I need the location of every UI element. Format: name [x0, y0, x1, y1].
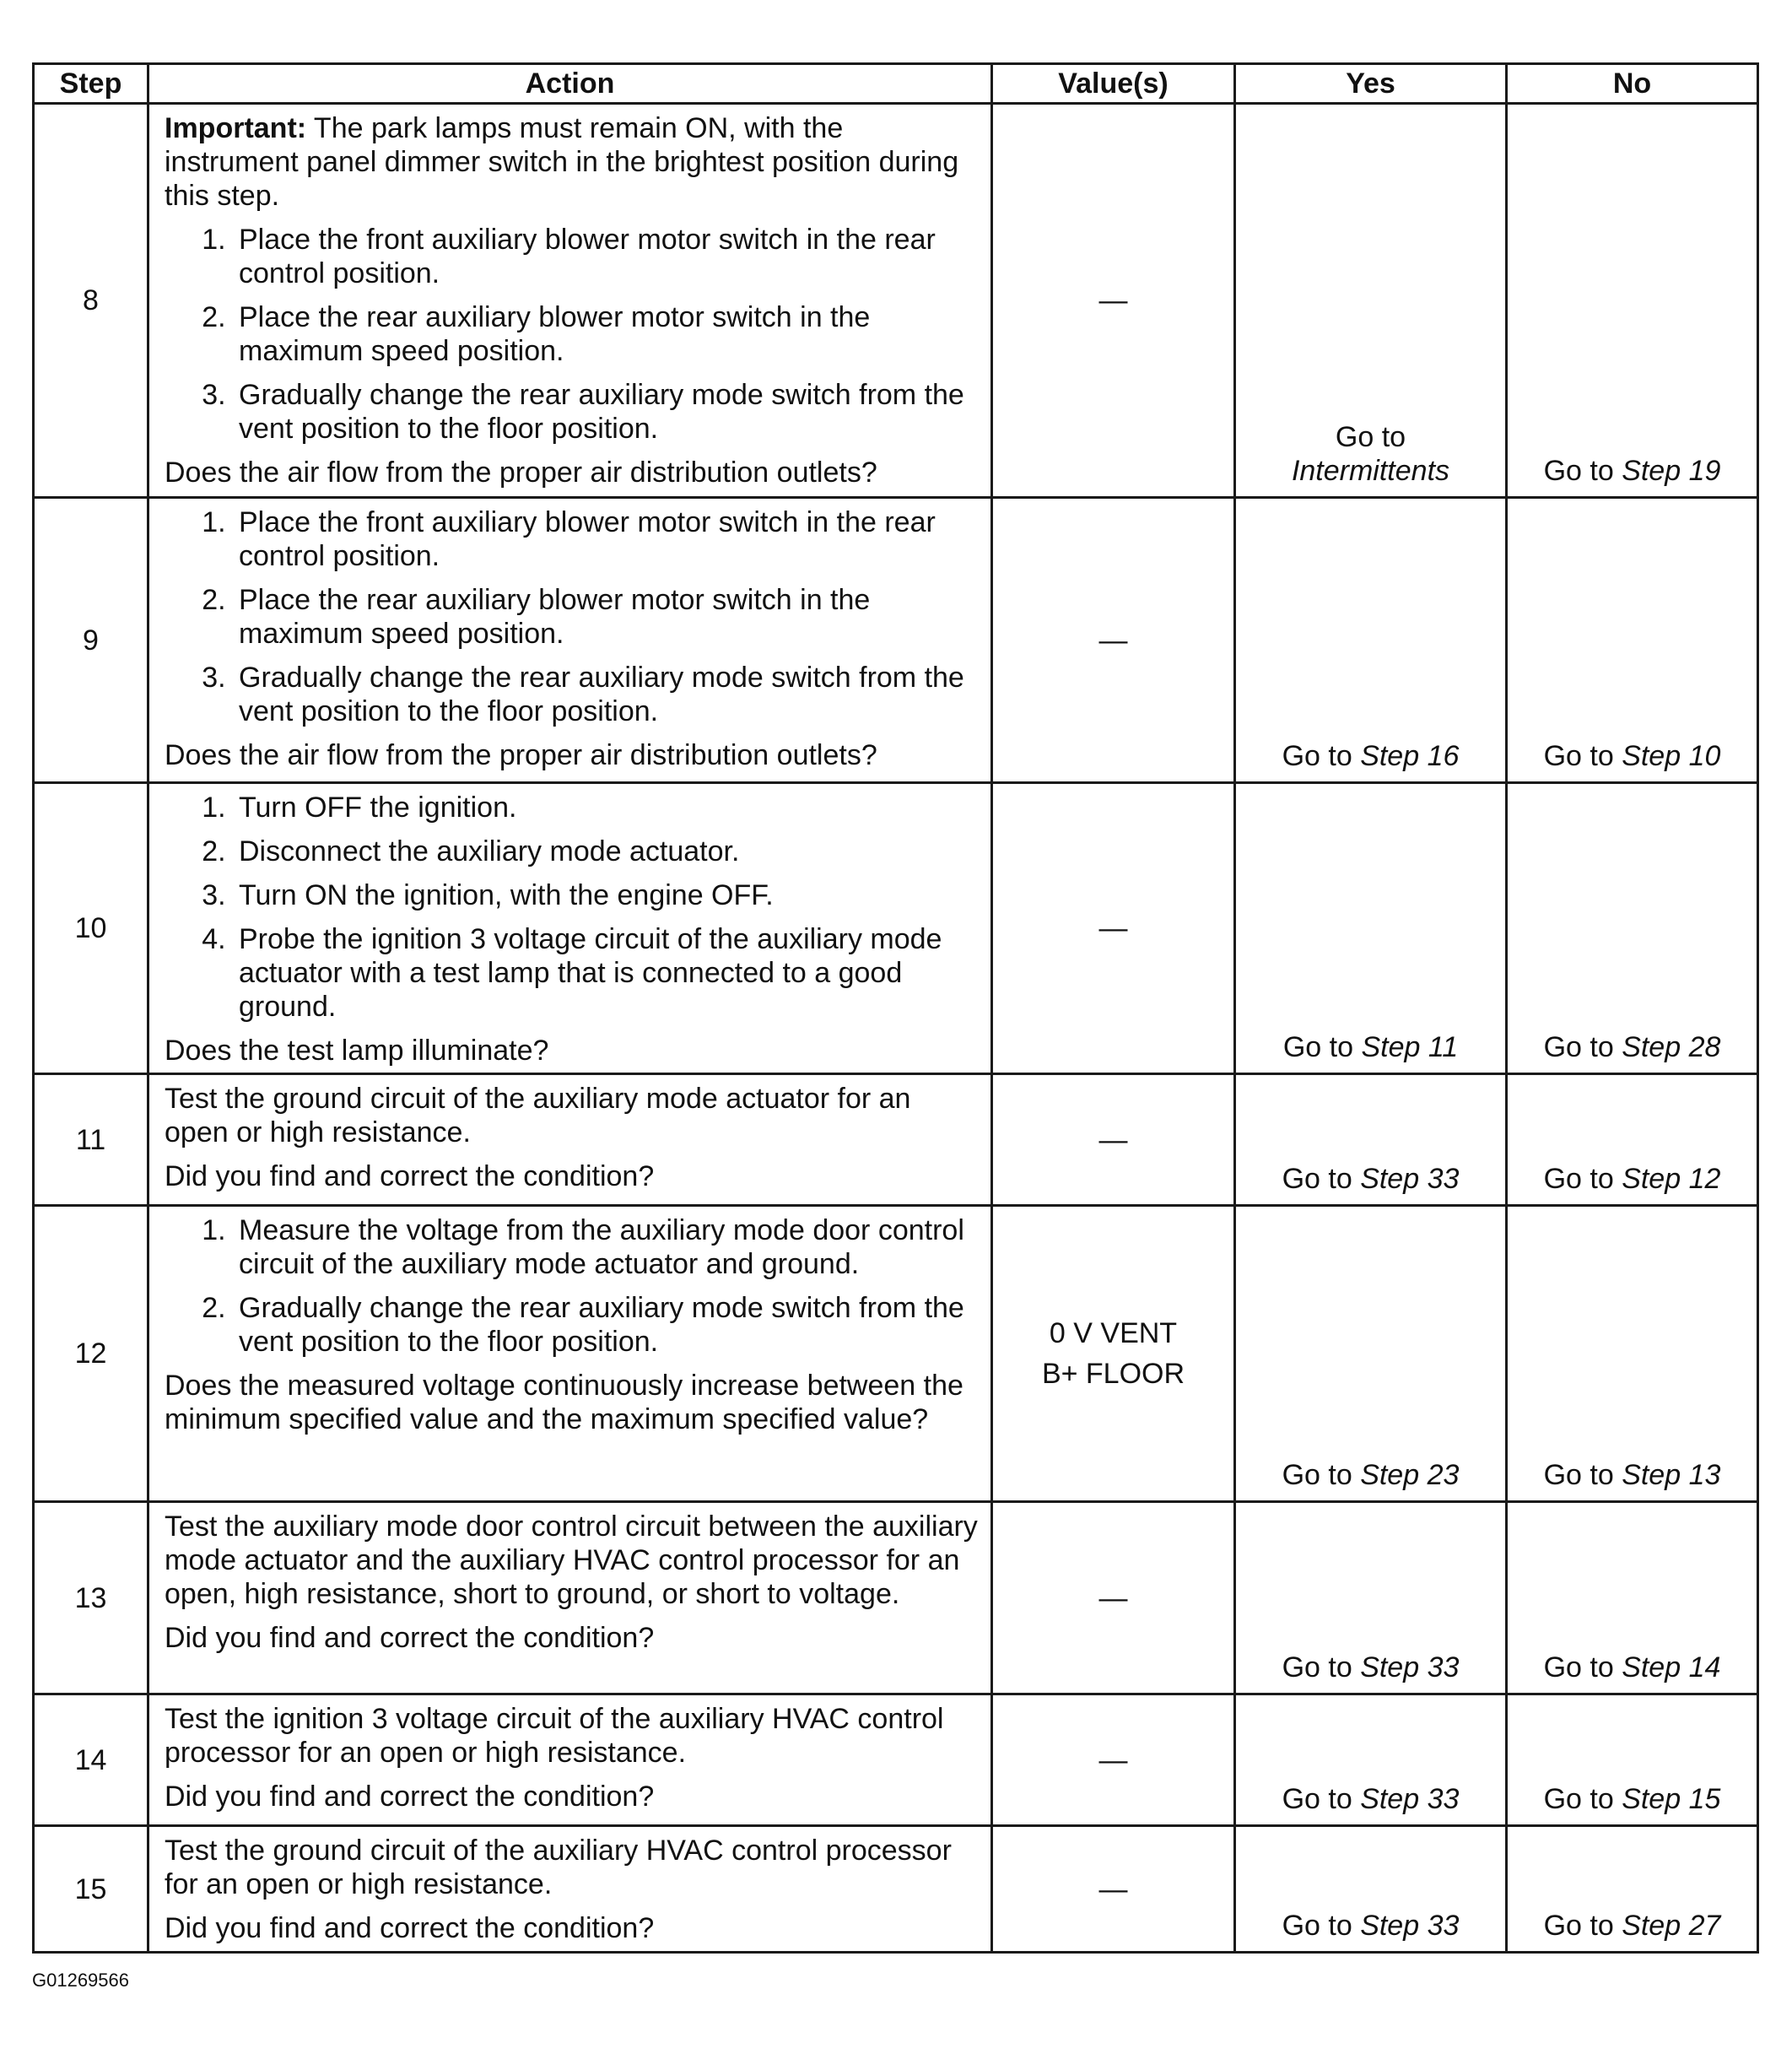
values-cell: [992, 1074, 1235, 1206]
question: Did you find and correct the condition?: [165, 1160, 655, 1192]
values-cell: [992, 783, 1235, 1074]
list-item: 2. Disconnect the auxiliary mode actuator.: [234, 835, 979, 868]
instruction: Test the ground circuit of the auxiliary mode actuator for an open or high resistance.: [165, 1083, 911, 1148]
yes-prefix: Go to: [1282, 1651, 1361, 1683]
table-row: [34, 1074, 1758, 1206]
no-cell: [1507, 1694, 1758, 1826]
action-list: [165, 505, 979, 728]
list-item: 1. Place the front auxiliary blower motor switch in the rear control position.: [234, 505, 979, 573]
action-cell: [148, 104, 992, 498]
header-yes: Yes: [1235, 64, 1507, 104]
table-row: [34, 783, 1758, 1074]
question: Does the test lamp illuminate?: [165, 1035, 549, 1067]
step-number: 15: [34, 1826, 148, 1953]
yes-prefix: Go to: [1282, 1783, 1361, 1815]
values-dash: —: [1098, 284, 1128, 316]
yes-prefix: Go to: [1282, 740, 1361, 772]
yes-prefix: Go to: [1282, 1910, 1361, 1942]
no-link[interactable]: Step 10: [1622, 740, 1721, 772]
header-no: No: [1507, 64, 1758, 104]
yes-link[interactable]: Step 11: [1361, 1031, 1459, 1063]
yes-cell: [1235, 498, 1507, 783]
value-floor: B+ FLOOR: [1041, 1358, 1185, 1390]
instruction: Test the ground circuit of the auxiliary HVAC control processor for an open or high resistance.: [165, 1835, 952, 1900]
values-dash: —: [1098, 624, 1128, 657]
action-list: [165, 1213, 979, 1359]
header-action: Action: [148, 64, 992, 104]
list-item: 1. Measure the voltage from the auxiliary mode door control circuit of the auxiliary mode actuator and ground.: [234, 1213, 979, 1281]
no-prefix: Go to: [1543, 1910, 1622, 1942]
important-label: Important:: [165, 112, 307, 144]
values-cell: [992, 1694, 1235, 1826]
no-cell: [1507, 1826, 1758, 1953]
step-number: 14: [34, 1694, 148, 1826]
values-cell: [992, 1502, 1235, 1694]
figure-id: G01269566: [32, 1970, 129, 1991]
step-number: 13: [34, 1502, 148, 1694]
instruction: Test the auxiliary mode door control circuit between the auxiliary mode actuator and the auxiliary HVAC control processor for an open, high resistance, short to ground, or short to voltage.: [165, 1510, 978, 1610]
values-cell: [992, 1826, 1235, 1953]
values-cell: [992, 498, 1235, 783]
step-number: 9: [34, 498, 148, 783]
action-cell: [148, 783, 992, 1074]
question: Does the measured voltage continuously increase between the minimum specified value and the maximum specified value?: [165, 1370, 963, 1435]
header-row: [34, 64, 1758, 104]
action-cell: [148, 1074, 992, 1206]
value-vent: 0 V VENT: [1049, 1317, 1178, 1349]
question: Did you find and correct the condition?: [165, 1622, 655, 1654]
step-number: 11: [34, 1074, 148, 1206]
yes-link[interactable]: Step 33: [1360, 1910, 1460, 1942]
yes-cell: [1235, 783, 1507, 1074]
list-item: 2. Gradually change the rear auxiliary mode switch from the vent position to the floor position.: [234, 1291, 979, 1359]
header-values: Value(s): [992, 64, 1235, 104]
no-cell: [1507, 1502, 1758, 1694]
yes-cell: [1235, 1826, 1507, 1953]
yes-link[interactable]: Step 33: [1360, 1783, 1460, 1815]
table-row: [34, 1694, 1758, 1826]
action-cell: [148, 1694, 992, 1826]
table-row: [34, 498, 1758, 783]
important-note: [165, 111, 979, 213]
values-dash: —: [1098, 912, 1128, 944]
instruction: Test the ignition 3 voltage circuit of the auxiliary HVAC control processor for an open or high resistance.: [165, 1703, 944, 1769]
yes-prefix: Go to: [1335, 421, 1406, 453]
yes-prefix: Go to: [1282, 1031, 1362, 1063]
table-row: [34, 1826, 1758, 1953]
yes-cell: [1235, 1206, 1507, 1502]
question: Did you find and correct the condition?: [165, 1912, 655, 1944]
diagnostic-table-container: [32, 62, 1757, 1954]
list-item: 3. Gradually change the rear auxiliary mode switch from the vent position to the floor position.: [234, 378, 979, 446]
table-row: [34, 1206, 1758, 1502]
yes-cell: [1235, 1502, 1507, 1694]
no-prefix: Go to: [1543, 455, 1622, 487]
yes-cell: [1235, 1074, 1507, 1206]
action-cell: [148, 498, 992, 783]
action-list: [165, 791, 979, 1024]
no-cell: [1507, 104, 1758, 498]
no-prefix: Go to: [1543, 1459, 1622, 1491]
values-dash: —: [1098, 1123, 1128, 1156]
action-list: [165, 223, 979, 446]
no-link[interactable]: Step 15: [1622, 1783, 1721, 1815]
yes-cell: [1235, 1694, 1507, 1826]
yes-link[interactable]: Intermittents: [1291, 455, 1450, 487]
step-number: 8: [34, 104, 148, 498]
no-prefix: Go to: [1543, 1031, 1622, 1063]
no-cell: [1507, 1074, 1758, 1206]
no-prefix: Go to: [1543, 1163, 1622, 1195]
yes-cell: [1235, 104, 1507, 498]
action-cell: [148, 1826, 992, 1953]
no-link[interactable]: Step 19: [1622, 455, 1721, 487]
list-item: 2. Place the rear auxiliary blower motor switch in the maximum speed position.: [234, 583, 979, 651]
list-item: 2. Place the rear auxiliary blower motor switch in the maximum speed position.: [234, 300, 979, 368]
no-link[interactable]: Step 27: [1622, 1910, 1721, 1942]
no-link[interactable]: Step 13: [1622, 1459, 1721, 1491]
table-row: [34, 1502, 1758, 1694]
step-number: 10: [34, 783, 148, 1074]
no-link[interactable]: Step 14: [1622, 1651, 1721, 1683]
no-cell: [1507, 1206, 1758, 1502]
no-link[interactable]: Step 28: [1622, 1031, 1721, 1063]
no-prefix: Go to: [1543, 1651, 1622, 1683]
list-item: 3. Turn ON the ignition, with the engine OFF.: [234, 878, 979, 912]
values-dash: —: [1098, 1873, 1128, 1905]
yes-link[interactable]: Step 33: [1360, 1651, 1460, 1683]
action-cell: [148, 1502, 992, 1694]
question: Does the air flow from the proper air distribution outlets?: [165, 739, 877, 771]
yes-link[interactable]: Step 16: [1360, 740, 1460, 772]
step-number: 12: [34, 1206, 148, 1502]
no-prefix: Go to: [1543, 740, 1622, 772]
no-cell: [1507, 783, 1758, 1074]
values-cell: [992, 104, 1235, 498]
values-dash: —: [1098, 1743, 1128, 1776]
action-cell: [148, 1206, 992, 1502]
header-step: Step: [34, 64, 148, 104]
diagnostic-table: [32, 62, 1759, 1954]
values-cell: [992, 1206, 1235, 1502]
list-item: 3. Gradually change the rear auxiliary mode switch from the vent position to the floor position.: [234, 661, 979, 728]
question: Does the air flow from the proper air distribution outlets?: [165, 457, 877, 489]
no-link[interactable]: Step 12: [1622, 1163, 1721, 1195]
list-item: 1. Turn OFF the ignition.: [234, 791, 979, 824]
table-row: [34, 104, 1758, 498]
yes-prefix: Go to: [1282, 1459, 1361, 1491]
important-text: The park lamps must remain ON, with the instrument panel dimmer switch in the brightest position during this step.: [165, 112, 959, 212]
yes-prefix: Go to: [1282, 1163, 1361, 1195]
list-item: 1. Place the front auxiliary blower motor switch in the rear control position.: [234, 223, 979, 290]
values-dash: —: [1098, 1581, 1128, 1614]
yes-link[interactable]: Step 23: [1360, 1459, 1460, 1491]
no-prefix: Go to: [1543, 1783, 1622, 1815]
no-cell: [1507, 498, 1758, 783]
question: Did you find and correct the condition?: [165, 1781, 655, 1813]
list-item: 4. Probe the ignition 3 voltage circuit of the auxiliary mode actuator with a test lamp that is connected to a good ground.: [234, 922, 979, 1024]
yes-link[interactable]: Step 33: [1360, 1163, 1460, 1195]
